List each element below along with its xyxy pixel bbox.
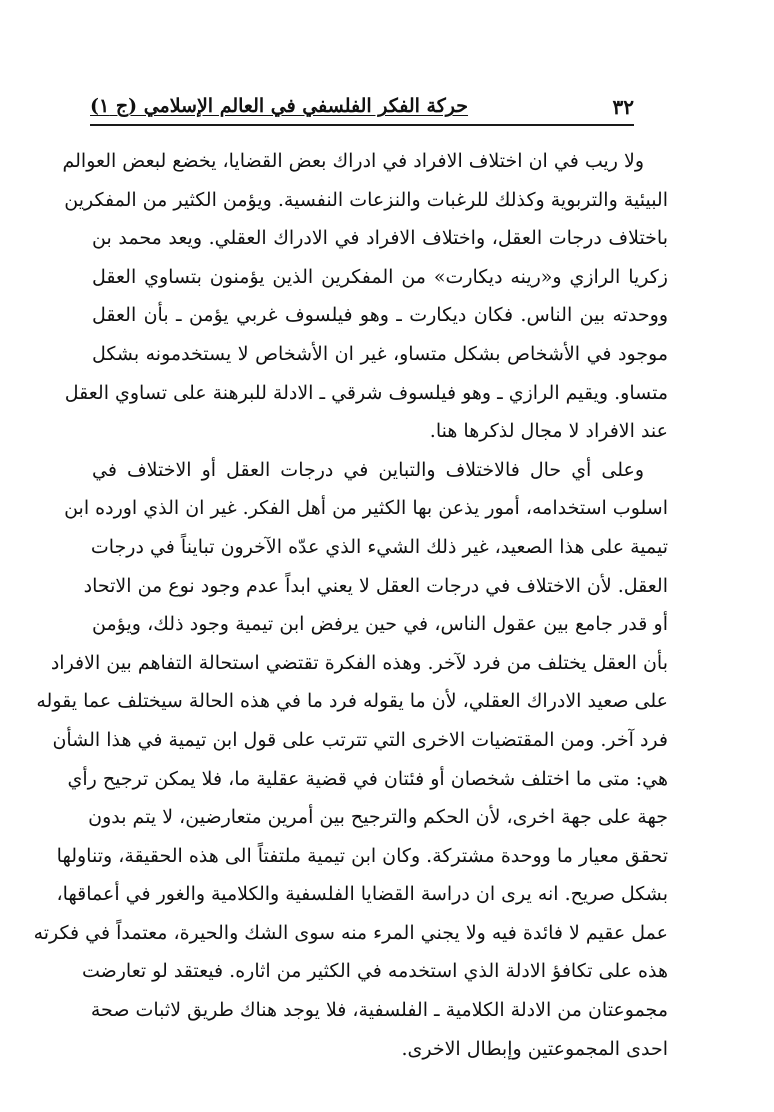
text-line: عمل عقيم لا فائدة فيه ولا يجني المرء منه سوى الشك والحيرة، معتمداً في فكرته (33, 921, 668, 944)
body-text (33, 142, 692, 1068)
paragraph-2 (33, 451, 692, 1069)
text-line: العقل. لأن الاختلاف في درجات العقل لا يعني ابداً عدم وجود نوع من الاتحاد (83, 574, 668, 597)
text-line: تحقق معيار ما ووحدة مشتركة. وكان ابن تيمية ملتفتاً الى هذه الحقيقة، وتناولها (56, 844, 668, 867)
text-line: جهة على جهة اخرى، لأن الحكم والترجيح بين أمرين متعارضين، لا يتم بدون (88, 806, 668, 829)
book-title: حركة الفكر الفلسفي في العالم الإسلامي (ج ١) (90, 95, 469, 117)
text-line: البيئية والتربوية وكذلك للرغبات والنزعات النفسية. ويؤمن الكثير من المفكرين (64, 188, 668, 211)
text-line: هي: متى ما اختلف شخصان أو فئتان في قضية عقلية ما، فلا يمكن ترجيح رأي (67, 767, 668, 790)
text-line: باختلاف درجات العقل، واختلاف الافراد في الادراك العقلي. ويعد محمد بن (92, 227, 668, 250)
text-line: بشكل صريح. انه يرى ان دراسة القضايا الفلسفية والكلامية والغور في أعماقها، (56, 883, 668, 906)
text-line: ووحدته بين الناس. فكان ديكارت ـ وهو فيلسوف غربي يؤمن ـ بأن العقل (92, 304, 668, 327)
paragraph-1 (62, 142, 692, 451)
text-line: موجود في الأشخاص بشكل متساو، غير ان الأشخاص لا يستخدمونه بشكل (92, 342, 668, 365)
text-line: اسلوب استخدامه، أمور يذعن بها الكثير من أهل الفكر. غير ان الذي اورده ابن (64, 497, 668, 520)
text-line: أو قدر جامع بين عقول الناس، في حين يرفض ابن تيمية وجود ذلك، ويؤمن (92, 613, 668, 636)
text-line: عند الافراد لا مجال لذكرها هنا. (429, 420, 668, 443)
text-line: هذه على تكافؤ الادلة الذي استخدمه في الكثير من اثاره. فيعتقد لو تعارضت (81, 960, 668, 983)
text-line: بأن العقل يختلف من فرد لآخر. وهذه الفكرة تقتضي استحالة التفاهم بين الافراد (50, 651, 668, 674)
running-header (90, 92, 634, 126)
text-line: زكريا الرازي و«رينه ديكارت» من المفكرين الذين يؤمنون بتساوي العقل (92, 265, 668, 288)
page-number: ٣٢ (612, 95, 634, 119)
text-line: على صعيد الادراك العقلي، لأن ما يقوله فرد ما في هذه الحالة سيختلف عما يقوله (36, 690, 668, 713)
text-line: مجموعتان من الادلة الكلامية ـ الفلسفية، فلا يوجد هناك طريق لاثبات صحة (90, 999, 668, 1022)
text-line: تيمية على هذا الصعيد، غير ذلك الشيء الذي عدّه الآخرون تبايناً في درجات (90, 535, 668, 558)
text-line: ولا ريب في ان اختلاف الافراد في ادراك بعض القضايا، يخضع لبعض العوالم (62, 150, 644, 172)
text-line: فرد آخر. ومن المقتضيات الاخرى التي تترتب على قول ابن تيمية في هذا الشأن (52, 728, 668, 751)
text-line: احدى المجموعتين وإبطال الاخرى. (401, 1037, 668, 1060)
text-line: وعلى أي حال فالاختلاف والتباين في درجات العقل أو الاختلاف في (92, 458, 644, 481)
text-line: متساو. ويقيم الرازي ـ وهو فيلسوف شرقي ـ الادلة للبرهنة على تساوي العقل (64, 381, 668, 404)
